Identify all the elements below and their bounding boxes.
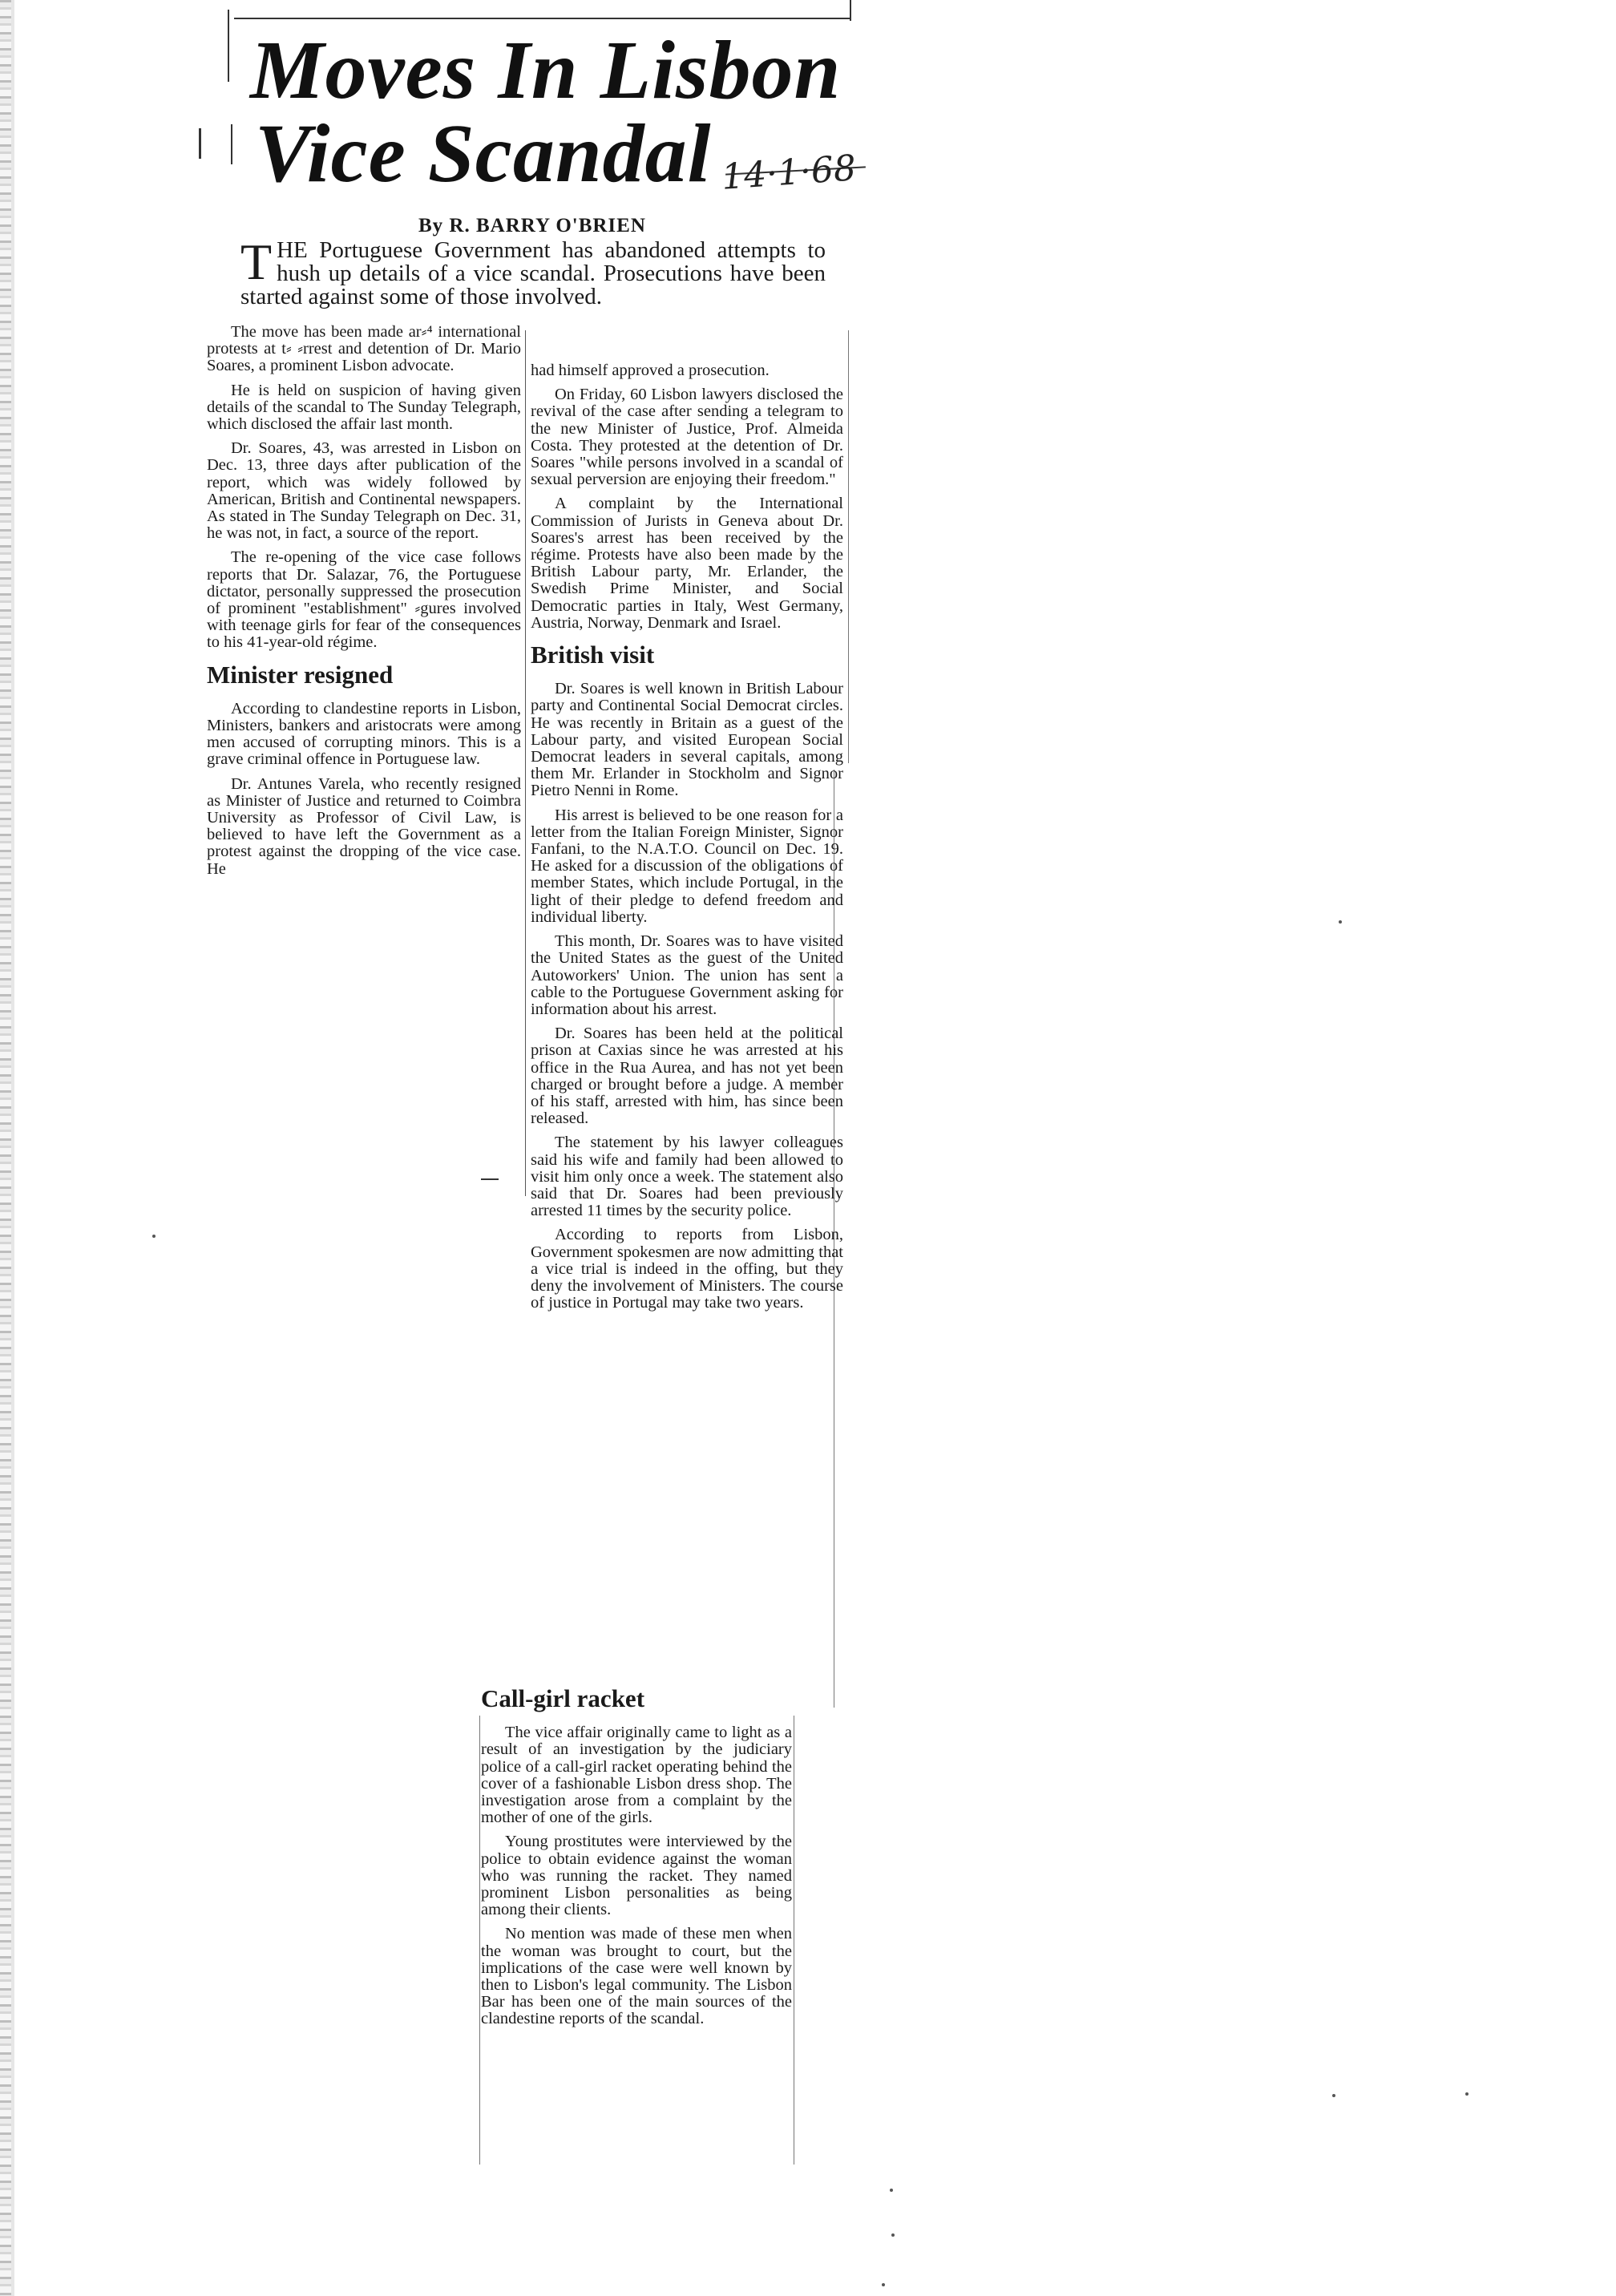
intro-paragraph	[240, 233, 826, 309]
paragraph: According to reports from Lisbon, Government spokesmen are now admitting that a vice trial is indeed in the offing, but they deny the involvement of Ministers. The course of justice in Portugal may take two years.	[531, 1226, 843, 1312]
scan-speck	[152, 1235, 156, 1238]
scan-speck	[891, 2233, 895, 2237]
paragraph: The re-opening of the vice case follows reports that Dr. Salazar, 76, the Portuguese dictator, personally suppressed the prosecution of prominent "establishment" ⸗gures involved with teenage girls for fear of the consequences to his 41-year-old régime.	[207, 548, 521, 652]
clipping-top-tick	[850, 0, 851, 21]
scan-edge-shadow	[11, 0, 14, 2296]
paragraph: A complaint by the International Commission of Jurists in Geneva about Dr. Soares's arrest has been received by the régime. Protests have also been made by the British Labour party, Mr. Erlander, the Swedish Prime Minister, and Social Democratic parties in Italy, West Germany, Austria, Norway, Denmark and Israel.	[531, 495, 843, 632]
clipping-left-mark	[228, 10, 229, 82]
paragraph: Dr. Soares is well known in British Labour party and Continental Social Democrat circles. He was recently in Britain as a guest of the Labour party, and visited European Social Democrat leaders in several capitals, among them Mr. Erlander in Stockholm and Signor Pietro Nenni in Rome.	[531, 680, 843, 800]
paragraph: The move has been made ar⸗⁴ international protests at t⸗ ⸗rrest and detention of Dr. Mario Soares, a prominent Lisbon advocate.	[207, 323, 521, 375]
pen-mark	[199, 128, 201, 159]
paragraph: He is held on suspicion of having given details of the scandal to The Sunday Telegraph, which disclosed the affair last month.	[207, 381, 521, 434]
paragraph: The vice affair originally came to light as a result of an investigation by the judiciary police of a call-girl racket operating behind the cover of a fashionable Lisbon dress shop. The investigation arose from a complaint by the mother of one of the girls.	[481, 1724, 792, 1827]
paragraph: This month, Dr. Soares was to have visited the United States as the guest of the United Autoworkers' Union. The union has sent a cable to the Portuguese Government asking for information about his arrest.	[531, 932, 843, 1018]
paragraph: According to clandestine reports in Lisbon, Ministers, bankers and aristocrats were among men accused of corrupting minors. This is a grave criminal offence in Portuguese law.	[207, 699, 521, 769]
headline-line-1: Moves In Lisbon	[250, 24, 842, 116]
column-rule-2	[848, 330, 849, 763]
byline: By R. BARRY O'BRIEN	[418, 215, 646, 236]
subhead-minister-resigned: Minister resigned	[207, 660, 394, 689]
article-column-1	[207, 324, 521, 885]
article-column-2	[531, 362, 843, 1319]
paragraph: had himself approved a prosecution.	[531, 362, 770, 379]
column-rule-1	[525, 330, 526, 1196]
scan-speck	[1332, 2094, 1335, 2097]
paragraph: Dr. Antunes Varela, who recently resigned as Minister of Justice and returned to Coimbra University as Professor of Civil Law, is believed to have left the Government as a protest against the dropping of the vice case. He	[207, 774, 521, 878]
paragraph: Young prostitutes were interviewed by the police to obtain evidence against the woman who was running the racket. They named prominent Lisbon personalities as being among their clients.	[481, 1833, 792, 1919]
clipping-left-mark	[231, 124, 232, 164]
drop-cap: T	[240, 233, 273, 290]
paragraph: The statement by his lawyer colleagues said his wife and family had been allowed to visit him only once a week. The statement also said that Dr. Soares had been previously arrested 11 times by the security police.	[531, 1134, 843, 1220]
paragraph: Dr. Soares has been held at the political prison at Caxias since he was arrested at his office in the Rua Aurea, and has not yet been charged or brought before a judge. A member of his staff, arrested with him, has since been released.	[531, 1025, 843, 1128]
clipping-top-rule	[234, 18, 851, 19]
article-column-3	[481, 1684, 792, 2035]
intro-text: HE Portuguese Government has abandoned attempts to hush up details of a vice scandal. Prosecutions have been started against some of those involved.	[240, 237, 826, 309]
column-end-dash	[481, 1178, 499, 1180]
headline-line-2: Vice Scandal	[255, 107, 712, 200]
paragraph: His arrest is believed to be one reason for a letter from the Italian Foreign Minister, Signor Fanfani, to the N.A.T.O. Council on Dec. 19. He asked for a discussion of the obligations of member States, which include Portugal, in the light of their pledge to defend freedom and individual liberty.	[531, 806, 843, 926]
paragraph: On Friday, 60 Lisbon lawyers disclosed the revival of the case after sending a telegram to the new Minister of Justice, Prof. Almeida Costa. They protested at the detention of Dr. Soares "while persons involved in a scandal of sexual perversion are enjoying their freedom."	[531, 386, 843, 489]
handwritten-date: 14·1·68	[720, 148, 858, 198]
subhead-british-visit: British visit	[531, 641, 655, 669]
scan-edge-left	[0, 0, 11, 2296]
subhead-call-girl-racket: Call-girl racket	[481, 1684, 645, 1712]
scan-speck	[890, 2189, 893, 2192]
scan-speck	[1339, 920, 1342, 924]
paragraph: Dr. Soares, 43, was arrested in Lisbon on Dec. 13, three days after publication of the report, which was widely followed by American, British and Continental newspapers. As stated in The Sunday Telegraph on Dec. 31, he was not, in fact, a source of the report.	[207, 439, 521, 543]
paragraph: No mention was made of these men when the woman was brought to court, but the implications of the case were well known by then to Lisbon's legal community. The Lisbon Bar has been one of the main sources of the clandestine reports of the scandal.	[481, 1925, 792, 2028]
scan-speck	[1465, 2092, 1469, 2096]
scan-speck	[882, 2283, 885, 2286]
column-rule-5	[479, 1716, 480, 2165]
